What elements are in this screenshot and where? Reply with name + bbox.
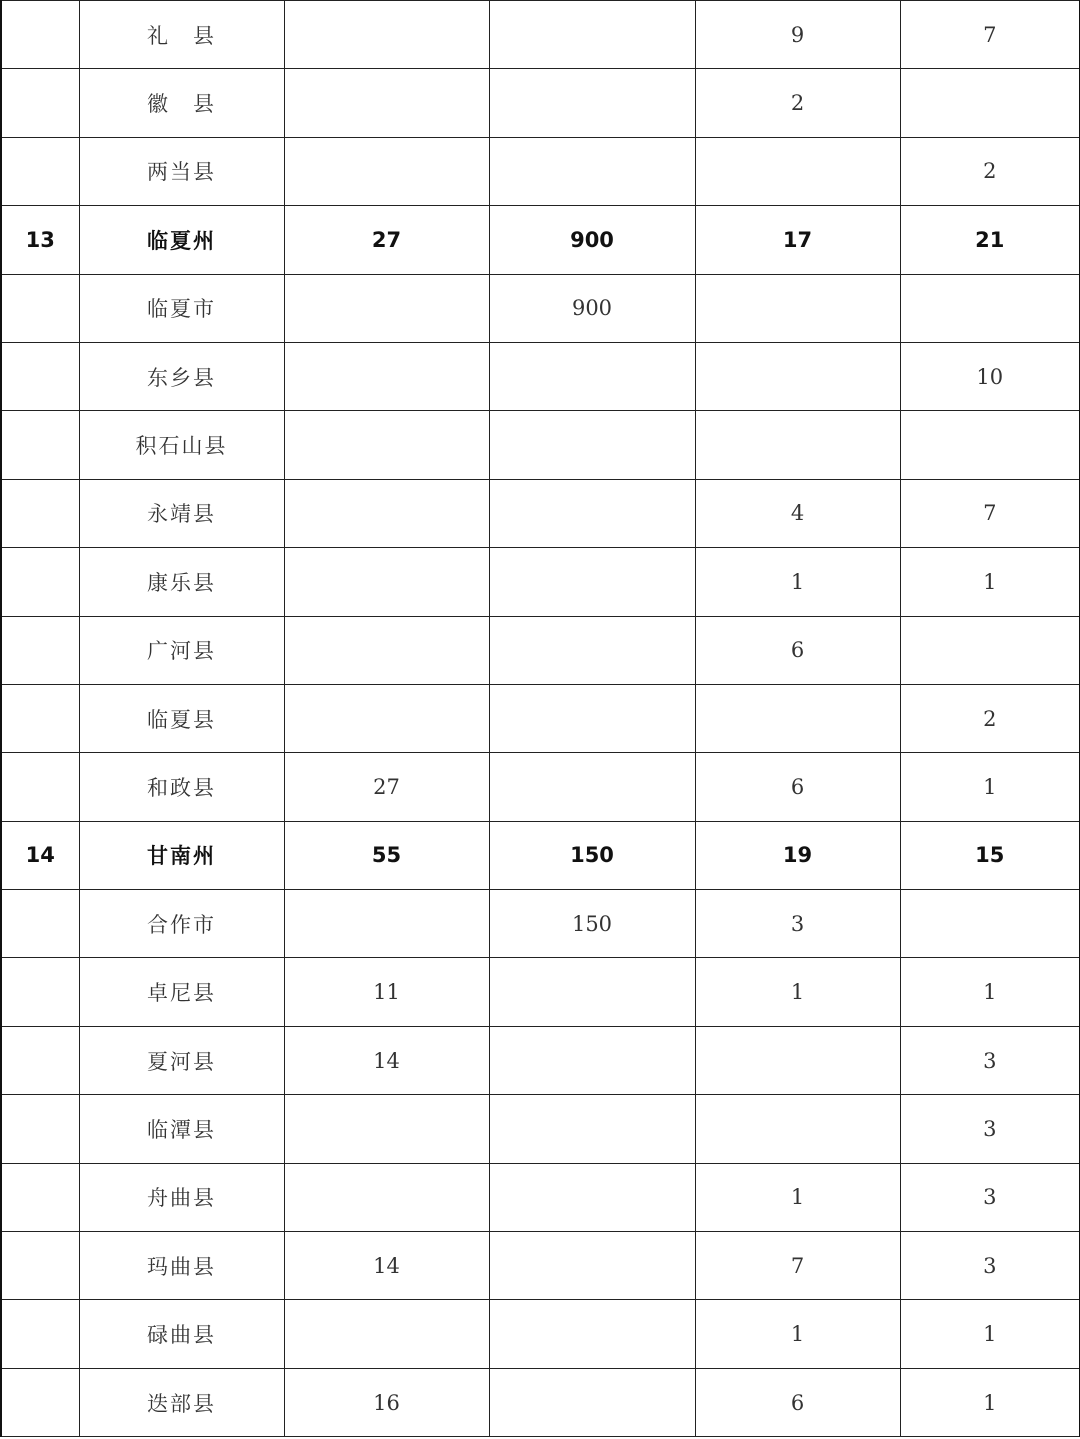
value-col-2	[489, 684, 695, 752]
region-name: 临夏市	[79, 274, 284, 342]
value-col-2: 900	[489, 274, 695, 342]
table-row	[1, 1, 1080, 69]
value-col-1	[284, 1300, 489, 1368]
value-col-4: 3	[900, 1232, 1080, 1300]
value-col-2	[489, 342, 695, 410]
value-col-2	[489, 1368, 695, 1436]
table-row	[1, 1300, 1080, 1368]
value-col-1	[284, 890, 489, 958]
table-row	[1, 411, 1080, 479]
table-row	[1, 1026, 1080, 1094]
value-col-4	[900, 274, 1080, 342]
table-row	[1, 1232, 1080, 1300]
region-name: 夏河县	[79, 1026, 284, 1094]
row-number	[1, 890, 79, 958]
value-col-1	[284, 548, 489, 616]
table-row	[1, 1163, 1080, 1231]
region-name: 广河县	[79, 616, 284, 684]
table-body	[1, 1, 1080, 1437]
value-col-1: 55	[284, 821, 489, 889]
region-name: 永靖县	[79, 479, 284, 547]
value-col-3: 6	[695, 616, 900, 684]
region-name: 和政县	[79, 753, 284, 821]
value-col-1	[284, 479, 489, 547]
value-col-2	[489, 616, 695, 684]
value-col-1	[284, 684, 489, 752]
value-col-1: 14	[284, 1026, 489, 1094]
value-col-2	[489, 1095, 695, 1163]
row-number	[1, 274, 79, 342]
value-col-2	[489, 1232, 695, 1300]
table-row	[1, 616, 1080, 684]
value-col-1	[284, 1163, 489, 1231]
value-col-1	[284, 1095, 489, 1163]
row-number	[1, 137, 79, 205]
table-row	[1, 479, 1080, 547]
value-col-4: 10	[900, 342, 1080, 410]
value-col-4: 7	[900, 1, 1080, 69]
value-col-1	[284, 137, 489, 205]
value-col-1	[284, 274, 489, 342]
value-col-1	[284, 69, 489, 137]
value-col-3: 1	[695, 958, 900, 1026]
table-row	[1, 753, 1080, 821]
region-name: 甘南州	[79, 821, 284, 889]
table-row	[1, 342, 1080, 410]
value-col-1	[284, 342, 489, 410]
value-col-4: 1	[900, 548, 1080, 616]
value-col-3	[695, 137, 900, 205]
value-col-4: 2	[900, 137, 1080, 205]
value-col-4: 1	[900, 1300, 1080, 1368]
value-col-4	[900, 411, 1080, 479]
value-col-4: 7	[900, 479, 1080, 547]
value-col-2: 150	[489, 821, 695, 889]
row-number	[1, 479, 79, 547]
row-number	[1, 1232, 79, 1300]
value-col-4: 21	[900, 206, 1080, 274]
value-col-3: 1	[695, 1163, 900, 1231]
value-col-3	[695, 411, 900, 479]
value-col-1	[284, 1, 489, 69]
value-col-2	[489, 479, 695, 547]
value-col-3	[695, 1095, 900, 1163]
value-col-1: 14	[284, 1232, 489, 1300]
value-col-2	[489, 1163, 695, 1231]
table-row	[1, 548, 1080, 616]
table-row	[1, 684, 1080, 752]
value-col-3: 9	[695, 1, 900, 69]
region-name: 舟曲县	[79, 1163, 284, 1231]
value-col-2	[489, 411, 695, 479]
value-col-3: 19	[695, 821, 900, 889]
table-row-subtotal	[1, 206, 1080, 274]
value-col-3: 7	[695, 1232, 900, 1300]
value-col-4	[900, 69, 1080, 137]
value-col-1	[284, 411, 489, 479]
value-col-3	[695, 342, 900, 410]
row-number: 14	[1, 821, 79, 889]
value-col-4: 1	[900, 958, 1080, 1026]
table-row-subtotal	[1, 821, 1080, 889]
region-name: 迭部县	[79, 1368, 284, 1436]
value-col-2	[489, 958, 695, 1026]
region-name: 卓尼县	[79, 958, 284, 1026]
row-number	[1, 958, 79, 1026]
region-name: 合作市	[79, 890, 284, 958]
row-number	[1, 1368, 79, 1436]
table-row	[1, 69, 1080, 137]
value-col-3: 1	[695, 1300, 900, 1368]
value-col-3: 6	[695, 753, 900, 821]
row-number	[1, 1300, 79, 1368]
region-name: 积石山县	[79, 411, 284, 479]
value-col-3	[695, 274, 900, 342]
region-name: 临夏州	[79, 206, 284, 274]
region-name: 徽 县	[79, 69, 284, 137]
region-name: 临夏县	[79, 684, 284, 752]
row-number: 13	[1, 206, 79, 274]
value-col-3	[695, 684, 900, 752]
value-col-2: 900	[489, 206, 695, 274]
region-name: 礼 县	[79, 1, 284, 69]
row-number	[1, 753, 79, 821]
table-row	[1, 137, 1080, 205]
table-row	[1, 1368, 1080, 1436]
row-number	[1, 411, 79, 479]
value-col-2: 150	[489, 890, 695, 958]
region-name: 康乐县	[79, 548, 284, 616]
value-col-1: 16	[284, 1368, 489, 1436]
table-row	[1, 274, 1080, 342]
value-col-1: 27	[284, 206, 489, 274]
value-col-4: 15	[900, 821, 1080, 889]
value-col-1	[284, 616, 489, 684]
value-col-3: 2	[695, 69, 900, 137]
row-number	[1, 616, 79, 684]
value-col-4	[900, 890, 1080, 958]
row-number	[1, 1163, 79, 1231]
value-col-4: 3	[900, 1095, 1080, 1163]
region-name: 临潭县	[79, 1095, 284, 1163]
value-col-3	[695, 1026, 900, 1094]
region-name: 两当县	[79, 137, 284, 205]
value-col-4: 3	[900, 1163, 1080, 1231]
value-col-3: 6	[695, 1368, 900, 1436]
value-col-3: 4	[695, 479, 900, 547]
value-col-2	[489, 69, 695, 137]
region-name: 碌曲县	[79, 1300, 284, 1368]
value-col-3: 3	[695, 890, 900, 958]
table-row	[1, 1095, 1080, 1163]
value-col-4: 3	[900, 1026, 1080, 1094]
value-col-4	[900, 616, 1080, 684]
value-col-2	[489, 1300, 695, 1368]
value-col-3: 1	[695, 548, 900, 616]
value-col-1: 27	[284, 753, 489, 821]
value-col-2	[489, 1, 695, 69]
value-col-3: 17	[695, 206, 900, 274]
region-name: 东乡县	[79, 342, 284, 410]
value-col-2	[489, 1026, 695, 1094]
row-number	[1, 1, 79, 69]
row-number	[1, 1095, 79, 1163]
value-col-4: 1	[900, 1368, 1080, 1436]
row-number	[1, 548, 79, 616]
region-name: 玛曲县	[79, 1232, 284, 1300]
value-col-2	[489, 137, 695, 205]
value-col-2	[489, 548, 695, 616]
table-row	[1, 958, 1080, 1026]
row-number	[1, 69, 79, 137]
table-row	[1, 890, 1080, 958]
row-number	[1, 1026, 79, 1094]
row-number	[1, 684, 79, 752]
value-col-1: 11	[284, 958, 489, 1026]
value-col-4: 2	[900, 684, 1080, 752]
row-number	[1, 342, 79, 410]
value-col-4: 1	[900, 753, 1080, 821]
value-col-2	[489, 753, 695, 821]
